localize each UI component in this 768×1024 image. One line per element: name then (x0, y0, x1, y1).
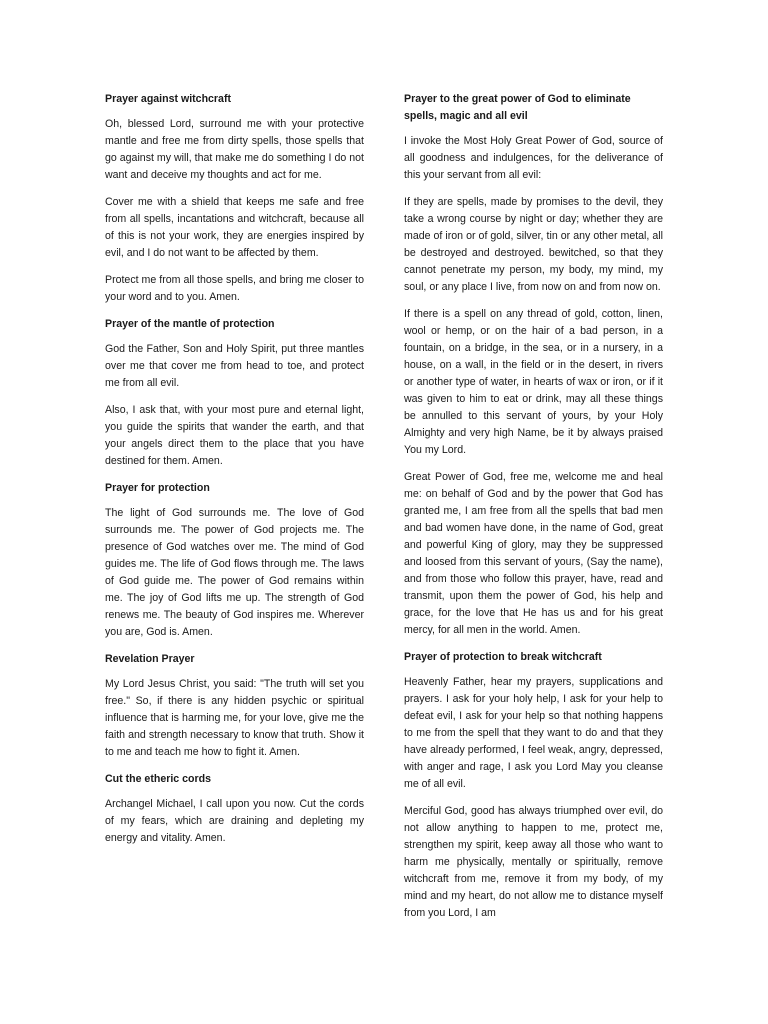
section-paragraph: The light of God surrounds me. The love of God surrounds me. The power of God projects me. The presence of God watches over me. The mind of God guides me. The life of God flows through me. The laws of God guide me. The power of God remains within me. The joy of God lifts me up. The strength of God renews me. The beauty of God inspires me. Wherever you are, God is. Amen. (105, 507, 364, 638)
section-heading: Prayer of protection to break witchcraft (404, 651, 602, 663)
section-paragraph: If they are spells, made by promises to the devil, they take a wrong course by night or day; whether they are made of iron or of gold, silver, tin or any other metal, all be destroyed and destroyed. bewitched, so that they cannot penetrate my person, my body, my mind, my soul, or any place I live, from now on and from now on. (404, 196, 663, 293)
right-column (404, 86, 663, 932)
section-paragraph: If there is a spell on any thread of gold, cotton, linen, wool or hemp, or on the hair of a bad person, in a fountain, on a bridge, in the sea, or in a nursery, in a house, on a wall, in the field or in the desert, in rivers or another type of water, in hearts of wax or iron, or if it was given to him to eat or drink, may all these things be annulled to this servant of yours, by your Holy Almighty and very high Name, be it by always praised You my Lord. (404, 308, 663, 456)
section-heading: Cut the etheric cords (105, 773, 211, 785)
section-paragraph: God the Father, Son and Holy Spirit, put three mantles over me that cover me from head to toe, and protect me from all evil. (105, 343, 364, 389)
section-heading: Prayer of the mantle of protection (105, 318, 275, 330)
section-paragraph: Cover me with a shield that keeps me safe and free from all spells, incantations and witchcraft, because all of this is not your work, they are energies inspired by evil, and I do not want to be affected by them. (105, 196, 364, 259)
section-paragraph: Great Power of God, free me, welcome me and heal me: on behalf of God and by the power that God has granted me, I am free from all the spells that bad men and bad women have done, in the name of God, great and powerful King of glory, may they be suppressed and loosed from this servant of yours, (Say the name), and from those who follow this prayer, have, read and transmit, upon them the power of God, his help and grace, for the love that He has us and for his great mercy, for all men in the world. Amen. (404, 471, 663, 636)
section-paragraph: Protect me from all those spells, and bring me closer to your word and to you. Amen. (105, 274, 364, 303)
section-paragraph: Also, I ask that, with your most pure and eternal light, you guide the spirits that wander the earth, and that your angels direct them to the place that you have destined for them. Amen. (105, 404, 364, 467)
left-column (105, 86, 364, 857)
section-heading: Prayer against witchcraft (105, 93, 231, 105)
section-paragraph: I invoke the Most Holy Great Power of God, source of all goodness and indulgences, for the deliverance of this your servant from all evil: (404, 135, 663, 181)
section-heading: Revelation Prayer (105, 653, 195, 665)
section-paragraph: Archangel Michael, I call upon you now. Cut the cords of my fears, which are draining and depleting my energy and vitality. Amen. (105, 798, 364, 844)
section-paragraph: Heavenly Father, hear my prayers, supplications and prayers. I ask for your holy help, I ask for your help to defeat evil, I ask for your help so that nothing happens to me from the spell that they want to do and that they have already performed, I feel weak, angry, depressed, with anger and rage, I ask you Lord May you cleanse me of all evil. (404, 676, 663, 790)
section-heading: Prayer for protection (105, 482, 210, 494)
section-paragraph: Merciful God, good has always triumphed over evil, do not allow anything to happen to me, protect me, strengthen my spirit, keep away all those who want to harm me physically, mentally or spiritually, remove witchcraft from me, remove it from my body, of my mind and my heart, do not allow me to distance myself from you Lord, I am (404, 805, 663, 919)
section-heading: Prayer to the great power of God to eliminate spells, magic and all evil (404, 93, 631, 122)
section-paragraph: My Lord Jesus Christ, you said: "The truth will set you free." So, if there is any hidden psychic or spiritual influence that is harming me, for your love, give me the faith and strength necessary to know that truth. Show it to me and teach me how to fight it. Amen. (105, 678, 364, 758)
section-paragraph: Oh, blessed Lord, surround me with your protective mantle and free me from dirty spells, those spells that go against my will, that make me do something I do not want and deceive my thoughts and act for me. (105, 118, 364, 181)
